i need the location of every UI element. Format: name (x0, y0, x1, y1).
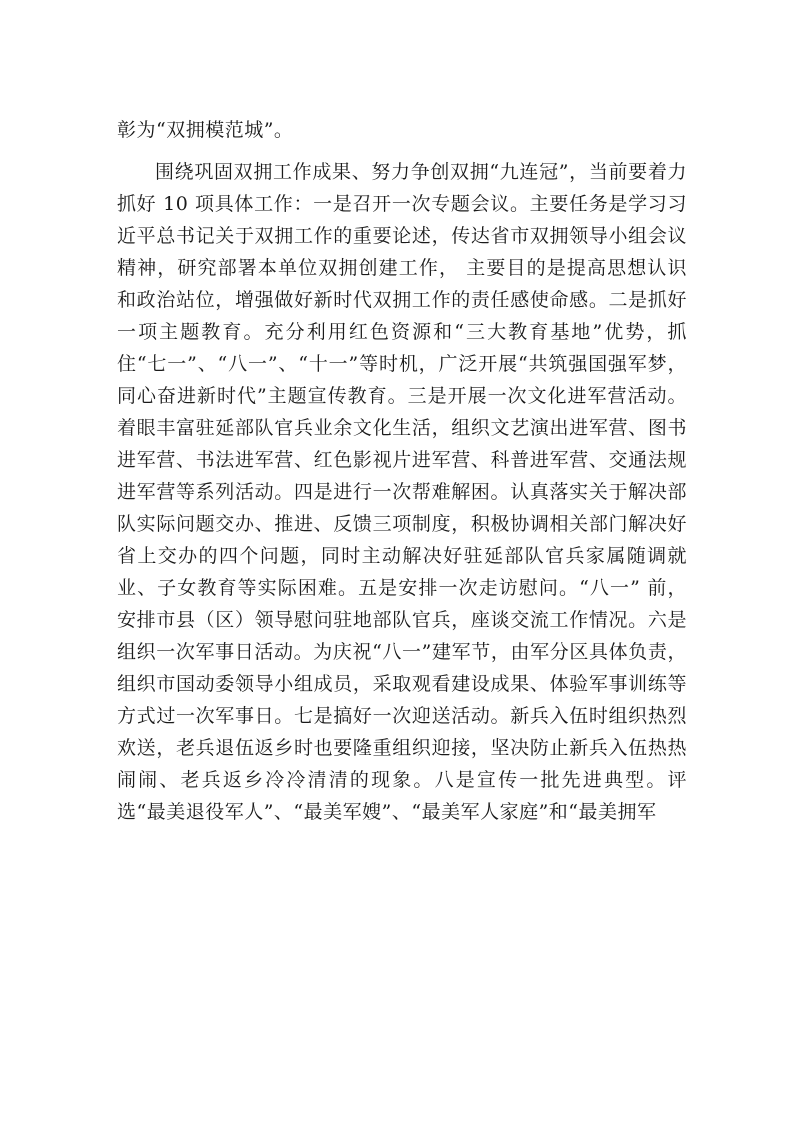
paragraph-work-items: 围绕巩固双拥工作成果、努力争创双拥“九连冠”，当前要着力抓好 10 项具体工作：一是召开一次专题会议。主要任务是学习习近平总书记关于双拥工作的重要论述，传达省市双拥领导小组会议精神，研究部署本单位双拥创建工作， 主要目的是提高思想认识和政治站位，增强做好新时代双拥工作的责任感使命感。二是抓好一项主题教育。充分利用红色资源和“三大教育基地”优势，抓住“七一”、“八一”、“十一”等时机，广泛开展“共筑强国强军梦，同心奋进新时代”主题宣传教育。三是开展一次文化进军营活动。着眼丰富驻延部队官兵业余文化生活，组织文艺演出进军营、图书进军营、书法进军营、红色影视片进军营、科普进军营、交通法规进军营等系列活动。四是进行一次帮难解困。认真落实关于解决部队实际问题交办、推进、反馈三项制度，积极协调相关部门解决好省上交办的四个问题，同时主动解决好驻延部队官兵家属随调就业、子女教育等实际困难。五是安排一次走访慰问。“八一” 前，安排市县（区）领导慰问驻地部队官兵，座谈交流工作情况。六是组织一次军事日活动。为庆祝“八一”建军节，由军分区具体负责，组织市国动委领导小组成员，采取观看建设成果、体验军事训练等方式过一次军事日。七是搞好一次迎送活动。新兵入伍时组织热烈欢送，老兵退伍返乡时也要隆重组织迎接，坚决防止新兵入伍热热闹闹、老兵返乡冷冷清清的现象。八是宣传一批先进典型。评选“最美退役军人”、“最美军嫂”、“最美军人家庭”和“最美拥军 (117, 161, 687, 823)
paragraph-continuation: 彰为“双拥模范城”。 (117, 119, 294, 141)
document-body (117, 114, 687, 828)
